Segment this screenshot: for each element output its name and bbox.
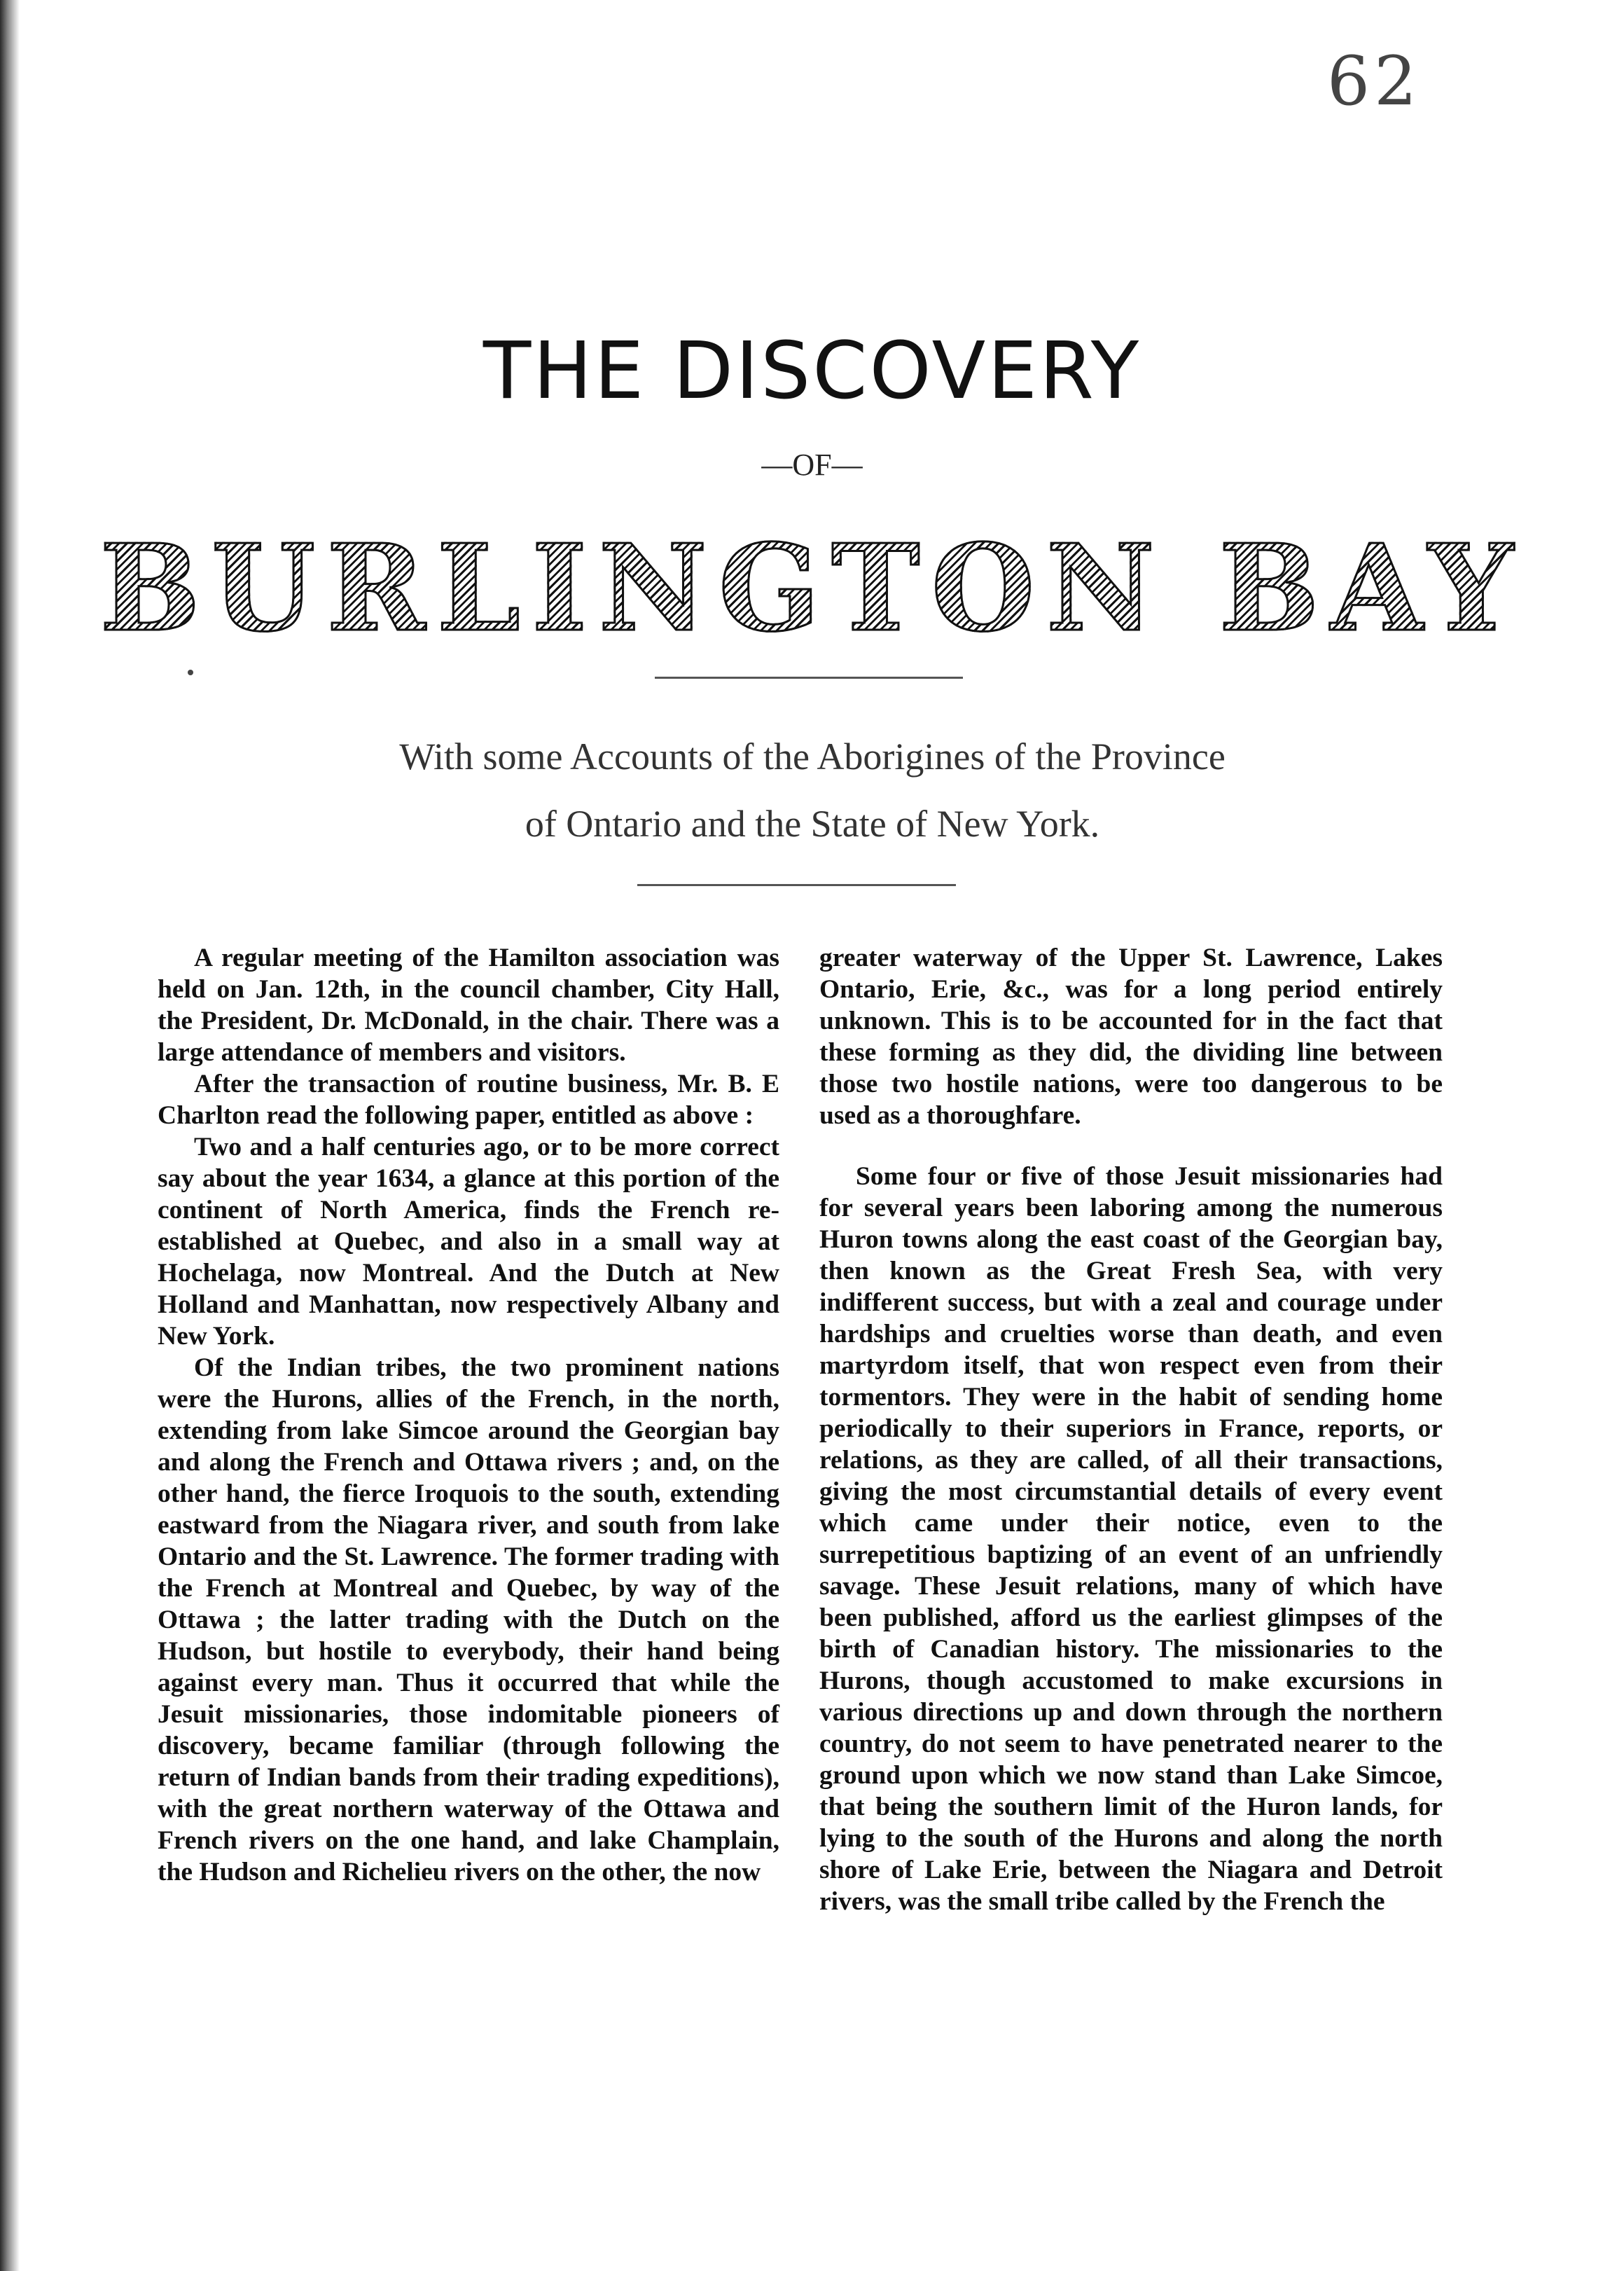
paragraph: Two and a half centuries ago, or to be more correct say about the year 1634, a glance at this portion of the continent of North America, finds the French re-established at Quebec, and also in a small way at Hochelaga, now Montreal. And the Dutch at New Holland and Manhattan, now respectively Albany and New York. [158, 1133, 779, 1351]
subtitle-line-1: With some Accounts of the Aborigines of the Province [399, 736, 1226, 778]
paragraph: Of the Indian tribes, the two prominent nations were the Hurons, allies of the French, in the north, extending from lake Simcoe around the Georgian bay and along the French and Ottawa rivers ; and, on the other hand, the fierce Iroquois to the south, extending eastward from the Niagara river, and south from lake Ontario and the St. Lawrence. The former trading with the French at Montreal and Quebec, by way of the Ottawa ; the latter trading with the Dutch on the Hudson, but hostile to everybody, their hand being against every man. Thus it occurred that while the Jesuit missionaries, those indomitable pioneers of discovery, became familiar (through following the return of Indian bands from their trading expeditions), with the great northern waterway of the Ottawa and French rivers on the one hand, and lake Champlain, the Hudson and Richelieu rivers on the other, the now [158, 1353, 779, 1886]
subtitle [231, 723, 1394, 857]
divider-rule [637, 884, 956, 886]
paragraph: After the transaction of routine business, Mr. B. E Charlton read the following paper, entitled as above : [158, 1070, 779, 1130]
subtitle-line-2: of Ontario and the State of New York. [525, 803, 1100, 845]
right-column [819, 942, 1443, 1917]
title-main: THE DISCOVERY [483, 326, 1141, 417]
paragraph: Some four or five of those Jesuit missionaries had for several years been laboring among the numerous Huron towns along the east coast of the Georgian bay, then known as the Great Fresh Sea, with very indifferent success, but with a zeal and courage under hardships and cruelties worse than death, and even martyrdom itself, that won respect even from their tormentors. They were in the habit of sending home periodically to their superiors in France, reports, or relations, as they are called, of all their transactions, giving the most circumstantial details of every event which came under their notice, even to the surrepetitious baptizing of an event of an unfriendly savage. These Jesuit relations, many of which have been published, afford us the earliest glimpses of the birth of Canadian history. The missionaries to the Hurons, though accustomed to make excursions in various directions up and down through the northern country, do not seem to have penetrated nearer to the ground upon which we now stand than Lake Simcoe, that being the southern limit of the Huron lands, for lying to the south of the Hurons and along the north shore of Lake Erie, between the Niagara and Detroit rivers, was the small tribe called by the French the [819, 1162, 1443, 1916]
divider-rule [655, 677, 963, 679]
page-number: 62 [1327, 42, 1422, 120]
paragraph: A regular meeting of the Hamilton association was held on Jan. 12th, in the council chamber, City Hall, the President, Dr. McDonald, in the chair. There was a large attendance of members and visitors. [158, 944, 779, 1067]
left-column [158, 942, 779, 1888]
ink-dot [188, 670, 193, 675]
paragraph: greater waterway of the Upper St. Lawrence, Lakes Ontario, Erie, &c., was for a long period entirely unknown. This is to be accounted for in the fact that these forming as they did, the dividing line between those two hostile nations, were too dangerous to be used as a thoroughfare. [819, 944, 1443, 1130]
title-place: BURLINGTON BAY [0, 518, 1624, 658]
title-connector: —OF— [761, 448, 863, 482]
